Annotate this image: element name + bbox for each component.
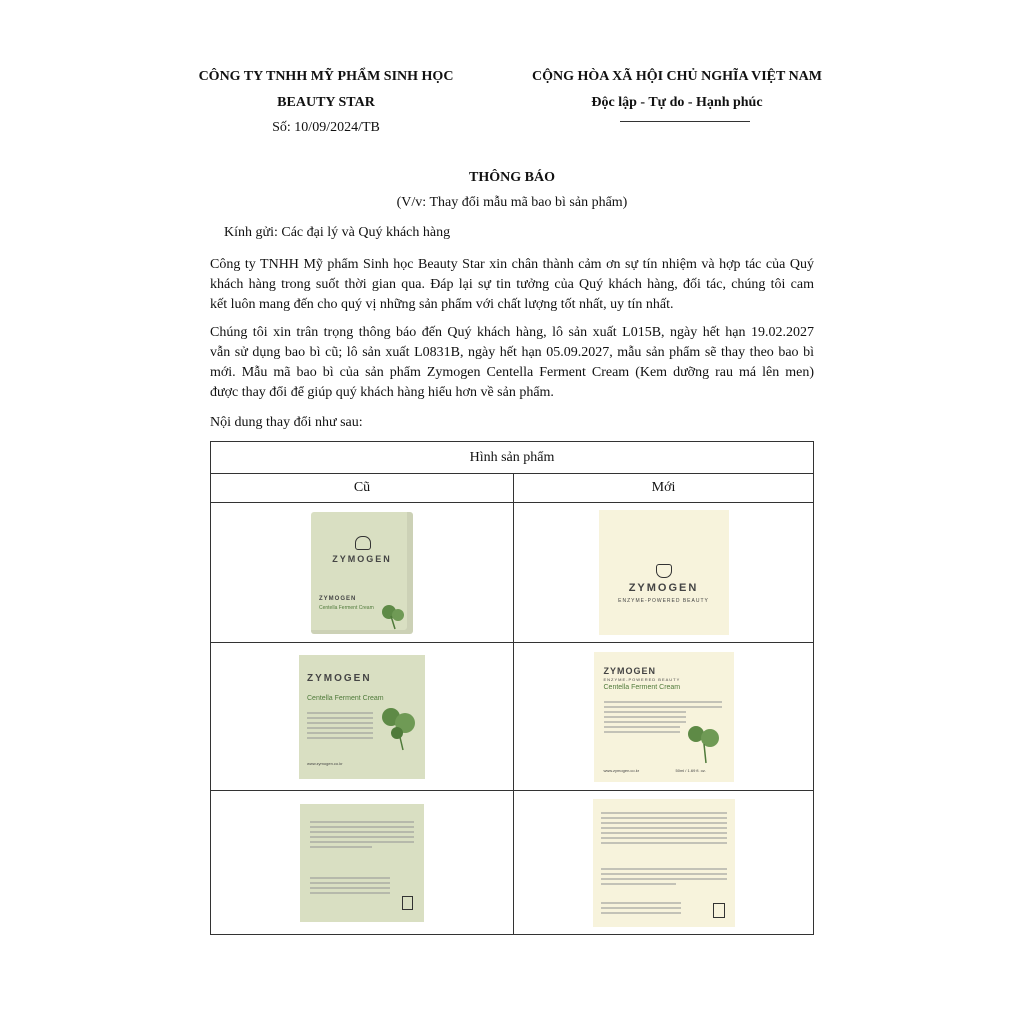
republic-title: CỘNG HÒA XÃ HỘI CHỦ NGHĨA VIỆT NAM <box>531 69 822 84</box>
new-package-top-cell <box>514 503 814 643</box>
column-header-old: Cũ <box>211 474 514 503</box>
motto-underline <box>620 121 750 122</box>
old-package-back-image <box>300 804 424 922</box>
recycle-bin-icon <box>402 896 413 910</box>
centella-leaf-icon <box>377 600 407 630</box>
table-caption: Hình sản phẩm <box>211 442 814 474</box>
website-label: www.zymogen.co.kr <box>307 760 343 766</box>
motto: Độc lập - Tự do - Hạnh phúc <box>591 95 763 110</box>
product-name-label: Centella Ferment Cream <box>319 604 374 611</box>
recycle-bin-icon <box>713 903 725 918</box>
product-name-label: Centella Ferment Cream <box>603 683 681 691</box>
product-name-label: Centella Ferment Cream <box>307 694 384 702</box>
centella-leaf-icon <box>684 722 724 764</box>
brand-tagline: ENZYME-POWERED BEAUTY <box>603 676 681 682</box>
old-package-front-cell <box>211 643 514 791</box>
brand-emblem-icon <box>656 564 672 578</box>
paragraph-line: được thay đổi để giúp quý khách hàng hiểu hơn về sản phẩm. <box>210 385 554 400</box>
paragraph-line: mới. Mẫu mã bao bì của sản phẩm Zymogen Centella Ferment Cream (Kem dưỡng rau má lên men) <box>210 365 814 380</box>
paragraph-line: khách hàng trong suốt thời gian qua. Đáp lại sự tin tưởng của Quý khách hàng, đối tác, chúng tôi cam <box>210 277 814 292</box>
recipient-line: Kính gửi: Các đại lý và Quý khách hàng <box>224 225 451 240</box>
brand-label: ZYMOGEN <box>603 665 657 676</box>
paragraph-line: vẫn sử dụng bao bì cũ; lô sản xuất L0831B, ngày hết hạn 05.09.2027, mẫu sản phẩm sẽ thay theo bao bì <box>210 345 814 360</box>
paragraph-line: kết luôn mang đến cho quý vị những sản phẩm với chất lượng tốt nhất, uy tín nhất. <box>210 297 674 312</box>
brand-label-side: ZYMOGEN <box>319 595 357 602</box>
new-package-back-cell <box>514 791 814 935</box>
label-text-block <box>310 874 390 897</box>
brand-label: ZYMOGEN <box>628 582 699 594</box>
brand-label: ZYMOGEN <box>332 553 392 564</box>
paragraph-line: Chúng tôi xin trân trọng thông báo đến Quý khách hàng, lô sản xuất L015B, ngày hết hạn 19.02.2027 <box>210 325 814 340</box>
old-package-top-image <box>311 512 413 634</box>
brand-emblem-icon <box>355 536 371 550</box>
new-package-front-image <box>594 652 734 782</box>
brand-tagline: ENZYME-POWERED BEAUTY <box>618 598 709 604</box>
paragraph-line: Công ty TNHH Mỹ phẩm Sinh học Beauty Star xin chân thành cảm ơn sự tín nhiệm và hợp tác của Quý <box>210 257 814 272</box>
company-name-line1: CÔNG TY TNHH MỸ PHẨM SINH HỌC <box>198 69 454 84</box>
product-comparison-table <box>210 441 814 935</box>
old-package-top-cell <box>211 503 514 643</box>
ingredient-text-block <box>307 709 373 742</box>
company-name-line2: BEAUTY STAR <box>277 95 375 110</box>
new-package-top-image <box>599 510 729 635</box>
notice-title: THÔNG BÁO <box>469 170 555 185</box>
website-label: www.zymogen.co.kr <box>603 767 640 773</box>
new-package-back-image <box>593 799 735 927</box>
notice-subject: (V/v: Thay đổi mẫu mã bao bì sản phẩm) <box>396 195 628 210</box>
brand-label: ZYMOGEN <box>307 672 372 684</box>
paragraph-announcement <box>210 323 814 403</box>
column-header-new: Mới <box>514 474 814 503</box>
document-number: Số: 10/09/2024/TB <box>272 120 380 135</box>
paragraph-thanks <box>210 255 814 315</box>
label-text-block <box>601 899 681 917</box>
new-package-front-cell <box>514 643 814 791</box>
old-package-front-image <box>299 655 425 779</box>
changes-intro: Nội dung thay đổi như sau: <box>210 415 363 430</box>
old-package-back-cell <box>211 791 514 935</box>
label-text-block <box>601 809 727 847</box>
label-text-block <box>310 818 414 851</box>
centella-leaf-icon <box>377 703 421 751</box>
label-text-block <box>601 865 727 888</box>
volume-label: 50ml / 1.69 fl. oz. <box>675 767 706 773</box>
